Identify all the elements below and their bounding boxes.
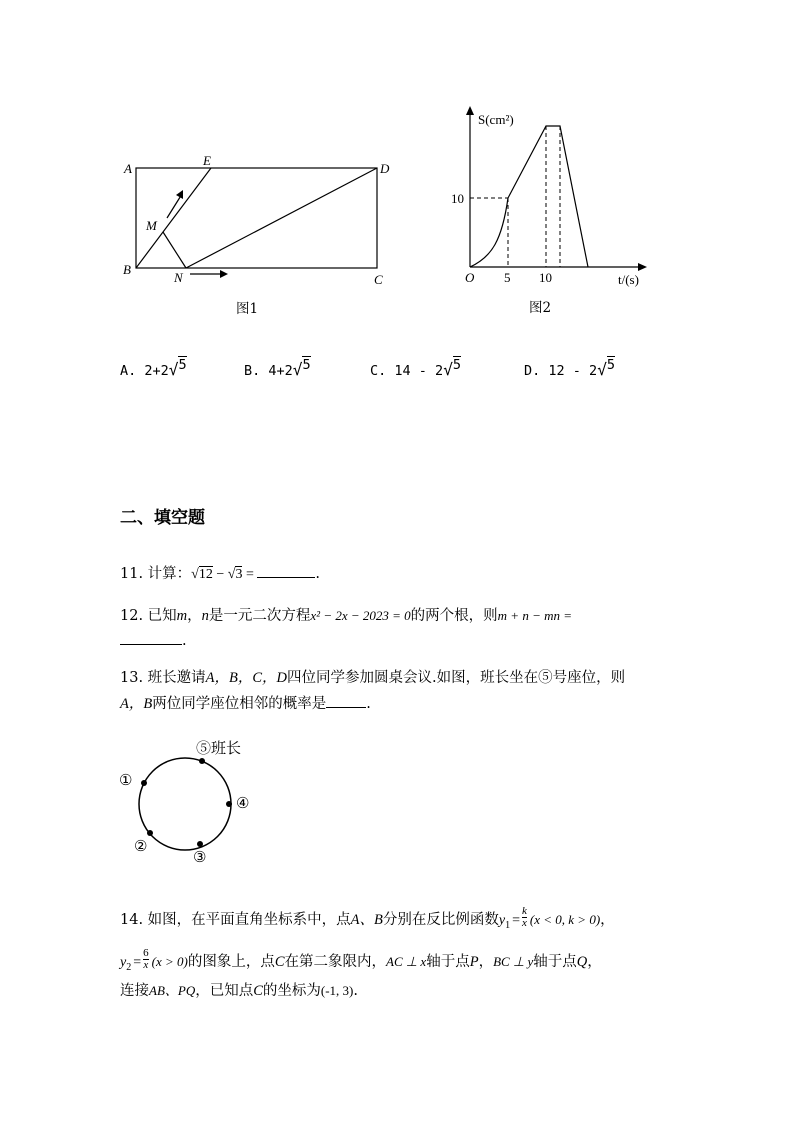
- q14-l3a: 连接: [120, 983, 149, 999]
- option-value: 12 - 2: [548, 363, 598, 379]
- point-d-label: D: [380, 161, 390, 176]
- segment-mn: [163, 232, 186, 268]
- graph-curve: [470, 198, 508, 267]
- point-b-label: B: [123, 262, 131, 277]
- minus-sign: −: [212, 567, 228, 582]
- q14-end: .: [353, 983, 358, 999]
- q13-end: .: [366, 696, 371, 712]
- question-14-line3: [120, 979, 358, 1000]
- numerator-6: 6: [143, 946, 149, 959]
- q14-l2d: ，: [478, 954, 494, 970]
- origin-label: O: [465, 270, 475, 285]
- points-ab: A、B: [350, 912, 383, 928]
- point-e-label: E: [203, 153, 211, 168]
- equation: x² − 2x − 2023 = 0: [310, 608, 411, 623]
- point-c: C: [253, 983, 263, 999]
- section-title: 二、填空题: [120, 508, 205, 528]
- option-a[interactable]: [120, 357, 187, 379]
- table-circle: [139, 758, 231, 850]
- y-axis-label: S(cm²): [478, 112, 514, 127]
- y2-symbol: y: [120, 955, 127, 970]
- sqrt-icon: √: [443, 360, 453, 379]
- x-tick-5: 5: [504, 270, 511, 285]
- point-a-label: A: [124, 161, 132, 176]
- var-m: m: [176, 608, 188, 624]
- radicand-12: 12: [198, 567, 213, 582]
- q14-l1end: ，: [600, 912, 615, 928]
- x-axis-label: t/(s): [618, 272, 639, 287]
- q14-l3d: 的坐标为: [262, 983, 321, 999]
- q13-line1b: 四位同学参加圆桌会议.如图，班长坐在⑤号座位，则: [287, 670, 626, 686]
- figure-1: [110, 150, 410, 320]
- option-value: 4+2: [268, 363, 293, 379]
- q13-line1a: 13. 班长邀请: [120, 670, 206, 686]
- question-13: [120, 666, 625, 687]
- answer-blank[interactable]: [120, 630, 182, 645]
- option-value: 14 - 2: [394, 363, 444, 379]
- y-axis-arrow: [466, 106, 474, 115]
- y2-subscript: 2: [126, 961, 132, 973]
- condition-2: (x > 0): [151, 954, 188, 969]
- option-letter: B.: [244, 363, 261, 379]
- point-c: C: [274, 954, 285, 970]
- equals-sign: =: [133, 955, 142, 970]
- sqrt-icon: √: [597, 360, 607, 379]
- seat-5-dot: [199, 758, 205, 764]
- answer-blank[interactable]: [326, 693, 366, 708]
- x-axis-arrow: [638, 263, 647, 271]
- seat-2-label: ②: [134, 837, 148, 855]
- option-letter: D.: [524, 363, 541, 379]
- q13-line2a: A，B: [120, 696, 153, 712]
- equals-sign: =: [242, 567, 258, 582]
- equals-sign: =: [512, 913, 521, 928]
- figure-2-caption: 图2: [529, 300, 552, 316]
- radicand: 5: [452, 357, 461, 373]
- point-q: Q: [576, 954, 588, 970]
- sqrt-icon: √: [227, 567, 236, 582]
- denominator-x: x: [522, 916, 527, 929]
- denominator-x: x: [143, 958, 149, 971]
- y-tick-10: 10: [451, 191, 464, 206]
- option-b[interactable]: [244, 357, 311, 379]
- radicand-3: 3: [235, 567, 243, 582]
- y1-symbol: y: [498, 913, 506, 928]
- q11-end: .: [315, 566, 320, 582]
- radicand: 5: [178, 357, 187, 373]
- q14-l1a: 14. 如图，在平面直角坐标系中，点: [120, 912, 351, 928]
- q13-line2b: 两位同学座位相邻的概率是: [152, 696, 327, 712]
- sqrt-icon: √: [168, 360, 179, 379]
- seat-1-label: ①: [119, 771, 133, 789]
- seat-4-label: ④: [236, 794, 250, 812]
- q14-l3c: ，已知点: [195, 983, 254, 999]
- radicand: 5: [606, 357, 615, 373]
- point-m-label: M: [146, 218, 157, 233]
- question-12: [120, 604, 572, 625]
- point-p: P: [469, 954, 479, 970]
- expression: m + n − mn =: [497, 608, 573, 623]
- bc-perp: BC ⊥ y: [493, 954, 534, 969]
- question-12-line2: [120, 630, 187, 649]
- arrow-m: [167, 194, 182, 218]
- seat-3-dot: [197, 841, 203, 847]
- seat-3-label: ③: [193, 848, 207, 866]
- answer-blank[interactable]: [257, 563, 315, 578]
- q11-prefix: 11. 计算：: [120, 566, 192, 582]
- q14-l2b: 在第二象限内，: [284, 954, 386, 970]
- segments-ab-pq: AB、PQ: [149, 983, 196, 998]
- q13-letters: A，B，C，D: [205, 670, 288, 686]
- question-13-line2: [120, 692, 371, 713]
- q12-end: .: [182, 633, 187, 649]
- ac-perp: AC ⊥ x: [386, 954, 427, 969]
- q14-l2e: 轴于点: [533, 954, 577, 970]
- q12-text3: 的两个根，则: [410, 608, 498, 624]
- seat-5-label: ⑤班长: [196, 739, 242, 757]
- q14-l2c: 轴于点: [426, 954, 470, 970]
- coordinate: (-1, 3): [320, 983, 354, 998]
- seat-4-dot: [226, 801, 232, 807]
- point-n-label: N: [174, 270, 183, 285]
- fraction-6-x: [143, 948, 149, 971]
- q14-l2a: 的图象上，点: [187, 954, 275, 970]
- option-c[interactable]: [370, 357, 461, 379]
- question-11: [120, 562, 320, 583]
- x-tick-10: 10: [539, 270, 552, 285]
- graph-polyline: [508, 126, 588, 267]
- arrow-n-head: [220, 270, 228, 278]
- rectangle-abcd: [136, 168, 377, 268]
- condition-1: (x < 0, k > 0): [529, 912, 601, 927]
- option-value: 2+2: [144, 363, 169, 379]
- fraction-k-x: [522, 906, 527, 929]
- y1-subscript: 1: [505, 919, 511, 931]
- figure-2: [440, 100, 660, 290]
- question-14-line2: [120, 946, 602, 974]
- sqrt-icon: √: [191, 567, 199, 582]
- point-c-label: C: [374, 272, 383, 287]
- q14-l1c: 分别在反比例函数: [382, 912, 499, 928]
- q12-text2: 是一元二次方程: [208, 608, 311, 624]
- option-letter: A.: [120, 363, 137, 379]
- question-14: [120, 904, 615, 932]
- q12-text1: 12. 已知: [120, 608, 177, 624]
- seat-1-dot: [141, 780, 147, 786]
- radicand: 5: [302, 357, 311, 373]
- option-d[interactable]: [524, 357, 615, 379]
- segment-nd: [186, 168, 377, 268]
- seat-2-dot: [147, 830, 153, 836]
- q14-l2f: ，: [587, 954, 602, 970]
- var-n: n: [201, 608, 209, 624]
- figure-1-caption: 图1: [236, 301, 259, 317]
- option-letter: C.: [370, 363, 387, 379]
- numerator-k: k: [522, 904, 527, 917]
- q12-comma: ，: [187, 608, 202, 624]
- sqrt-icon: √: [292, 360, 303, 379]
